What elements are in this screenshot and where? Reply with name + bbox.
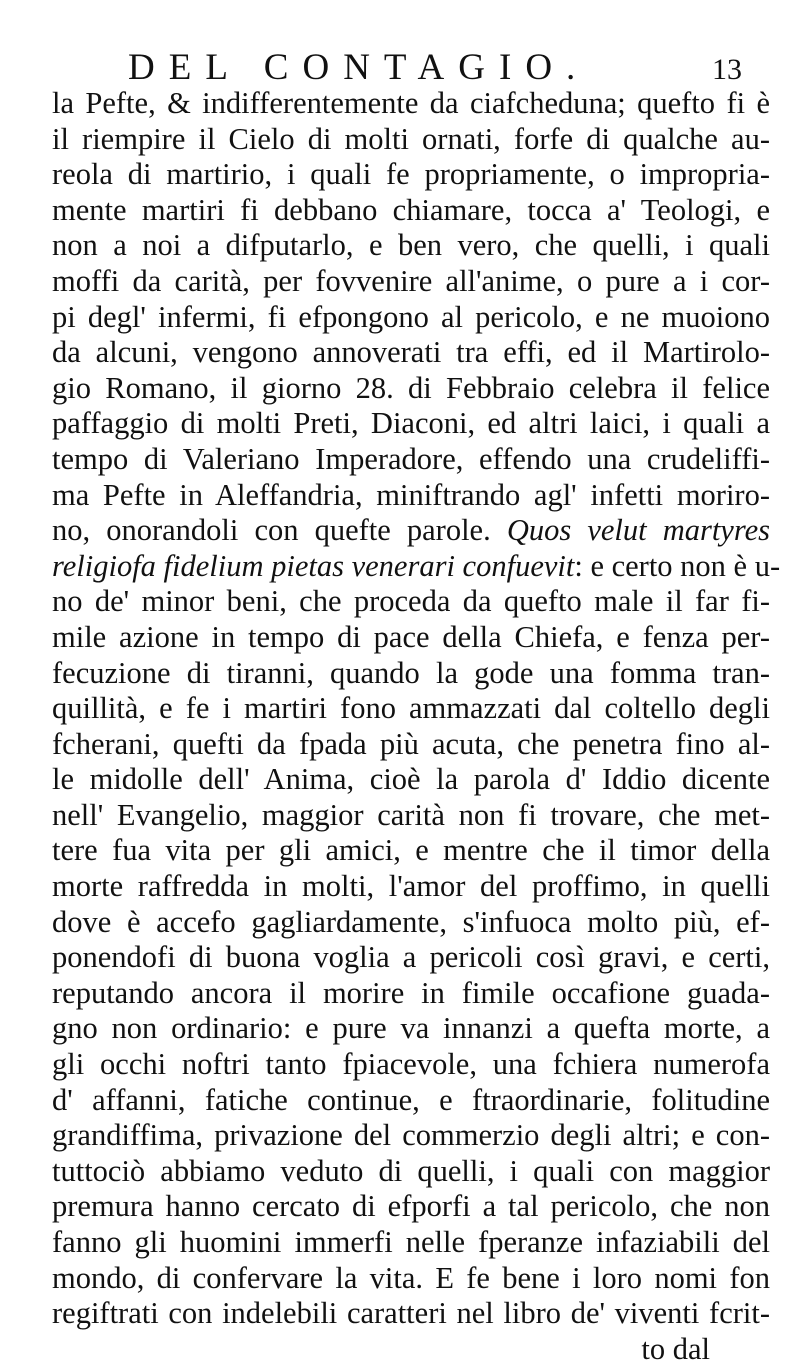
- text-line: ponendofi di buona voglia a pericoli così gravi, e certi,: [52, 940, 770, 975]
- text-line: reola di martirio, i quali fe propriamente, o impropria-: [52, 157, 770, 192]
- text-line: gio Romano, il giorno 28. di Febbraio celebra il felice: [52, 370, 770, 405]
- body-text: [52, 86, 781, 1367]
- latin-quote-start: Quos velut martyres: [506, 513, 770, 548]
- text-line: la Pefte, & indifferentemente da ciafcheduna; quefto fi è: [52, 86, 770, 120]
- text-line-with-latin-quote: [52, 548, 781, 585]
- page-number: 13: [712, 53, 742, 86]
- text-line: nell' Evangelio, maggior carità non fi trovare, che met-: [52, 797, 770, 832]
- text-line: regiftrati con indelebili caratteri nel libro de' viventi fcrit-: [52, 1296, 770, 1331]
- text-line: gli occhi noftri tanto fpiacevole, una fchiera numerofa: [52, 1047, 770, 1082]
- running-head: [0, 48, 800, 88]
- text-line: fecuzione di tiranni, quando la gode una fomma tran-: [52, 655, 770, 690]
- text-line: dove è accefo gagliardamente, s'infuoca molto più, ef-: [52, 904, 770, 939]
- text-line: morte raffredda in molti, l'amor del proffimo, in quelli: [52, 869, 770, 904]
- text-line: pi degl' infermi, fi efpongono al pericolo, e ne muoiono: [52, 299, 770, 334]
- running-title: DEL CONTAGIO.: [128, 47, 590, 88]
- text-line: moffi da carità, per fovvenire all'anime, o pure a i cor-: [52, 263, 770, 298]
- text-line: da alcuni, vengono annoverati tra effi, ed il Martirolo-: [52, 335, 770, 370]
- text-line: tuttociò abbiamo veduto di quelli, i quali con maggior: [52, 1153, 770, 1188]
- text-line: mile azione in tempo di pace della Chiefa, e fenza per-: [52, 619, 770, 654]
- text-line: paffaggio di molti Preti, Diaconi, ed altri laici, i quali a: [52, 406, 770, 441]
- text-line: reputando ancora il morire in fimile occafione guada-: [52, 975, 770, 1010]
- text-line: fcherani, quefti da fpada più acuta, che penetra fino al-: [52, 726, 770, 761]
- text-line: d' affanni, fatiche continue, e ftraordinarie, folitudine: [52, 1082, 770, 1117]
- text-line: premura hanno cercato di efporfi a tal pericolo, che non: [52, 1189, 770, 1224]
- text-line: gno non ordinario: e pure va innanzi a quefta morte, a: [52, 1011, 770, 1046]
- text-line: ma Pefte in Aleffandria, miniftrando agl' infetti moriro-: [52, 477, 770, 512]
- text-line: le midolle dell' Anima, cioè la parola d' Iddio dicente: [52, 762, 770, 797]
- line-roman-part: no, onorandoli con quefte parole.: [52, 513, 507, 548]
- text-line: tempo di Valeriano Imperadore, effendo una crudeliffi-: [52, 441, 770, 476]
- text-line: no de' minor beni, che proceda da quefto male il far fi-: [52, 584, 770, 619]
- text-line: mondo, di confervare la vita. E fe bene i loro nomi fon: [52, 1260, 770, 1295]
- text-line: tere fua vita per gli amici, e mentre che il timor della: [52, 833, 770, 868]
- text-line: non a noi a difputarlo, e ben vero, che quelli, i quali: [52, 228, 770, 263]
- text-line-with-latin-quote: [52, 513, 770, 549]
- line-roman-part: : e certo non è u-: [574, 548, 781, 583]
- text-line: grandiffima, privazione del commerzio degli altri; e con-: [52, 1118, 770, 1153]
- text-line: il riempire il Cielo di molti ornati, forfe di qualche au-: [52, 121, 770, 156]
- latin-quote-end: religiofa fidelium pietas venerari confuevit: [52, 548, 575, 583]
- text-line: mente martiri fi debbano chiamare, tocca a' Teologi, e: [52, 192, 770, 227]
- text-line: fanno gli huomini immerfi nelle fperanze infaziabili del: [52, 1225, 770, 1259]
- text-line: quillità, e fe i martiri fono ammazzati dal coltello degli: [52, 691, 770, 726]
- catchword-line: to dal: [641, 1331, 710, 1366]
